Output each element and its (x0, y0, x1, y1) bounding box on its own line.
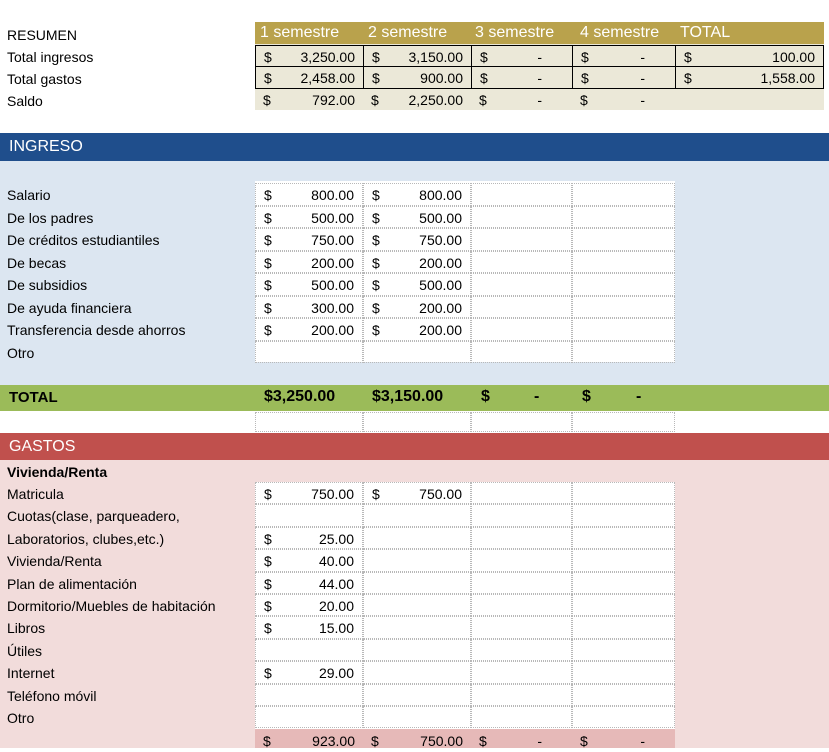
expense-row-cell[interactable] (363, 684, 471, 706)
value: - (537, 92, 542, 108)
income-total-currency-3: $ (481, 388, 490, 405)
currency: $ (264, 187, 272, 203)
currency: $ (263, 92, 271, 108)
header-semester-4: 4 semestre (580, 22, 659, 44)
expense-row (0, 616, 829, 638)
income-row-cell[interactable] (363, 183, 471, 206)
header-semester-2: 2 semestre (368, 22, 447, 44)
expense-row-cell[interactable] (363, 616, 471, 638)
currency: $ (480, 70, 488, 86)
summary-label: Total ingresos (7, 49, 94, 65)
currency: $ (479, 733, 487, 749)
currency: $ (372, 70, 380, 86)
summary-cell[interactable] (471, 89, 572, 111)
expense-row-cell[interactable] (471, 706, 572, 728)
summary-cell[interactable] (471, 67, 572, 89)
value: 750.00 (311, 232, 354, 248)
expense-row-cell[interactable] (255, 594, 363, 616)
summary-cell[interactable] (255, 89, 363, 111)
summary-cell[interactable] (572, 45, 675, 67)
income-row-cell[interactable] (363, 228, 471, 251)
value: - (640, 49, 645, 65)
currency: $ (684, 49, 692, 65)
expense-row-cell[interactable] (572, 706, 675, 728)
value: 792.00 (312, 92, 355, 108)
income-row-cell[interactable] (572, 318, 675, 341)
expenses-title: GASTOS (9, 438, 76, 455)
expense-row-cell[interactable] (572, 549, 675, 571)
expense-row-cell[interactable] (572, 482, 675, 504)
currency: $ (263, 733, 271, 749)
expense-row-cell[interactable] (255, 706, 363, 728)
income-total-row (0, 385, 829, 411)
income-row-cell[interactable] (363, 318, 471, 341)
expense-row-label: Laboratorios, clubes,etc.) (7, 530, 165, 547)
income-row-cell[interactable] (471, 318, 572, 341)
expense-row-cell[interactable] (255, 549, 363, 571)
currency: $ (264, 665, 272, 682)
expense-row (0, 572, 829, 594)
expense-row (0, 482, 829, 504)
expense-row-label: Plan de alimentación (7, 575, 137, 592)
currency: $ (264, 277, 272, 293)
income-row (0, 318, 829, 340)
value: 3,150.00 (408, 49, 463, 65)
income-total-label: TOTAL (9, 389, 58, 406)
currency: $ (264, 598, 272, 614)
currency: $ (264, 486, 272, 502)
income-total-s1: $3,250.00 (264, 388, 336, 405)
expense-row-cell[interactable] (471, 616, 572, 638)
income-total-currency-4: $ (582, 388, 591, 405)
income-row-label: De subsidios (7, 277, 88, 293)
expense-row-label: Libros (7, 620, 46, 637)
income-row-label: De becas (7, 254, 67, 271)
value: 20.00 (318, 598, 354, 614)
income-row-cell[interactable] (471, 251, 572, 274)
value: 900.00 (420, 70, 463, 86)
value: 750.00 (311, 486, 354, 502)
expense-row-cell[interactable] (572, 661, 675, 683)
value: 2,458.00 (300, 70, 355, 86)
expense-row-cell[interactable] (363, 572, 471, 594)
currency: $ (264, 620, 272, 637)
value: 800.00 (311, 187, 354, 203)
income-total-s4: - (636, 388, 642, 405)
currency: $ (264, 553, 272, 570)
currency: $ (264, 209, 272, 226)
value: 44.00 (318, 575, 354, 592)
income-row-cell[interactable] (363, 251, 471, 274)
currency: $ (479, 92, 487, 108)
header-total: TOTAL (680, 22, 730, 44)
summary-cell[interactable] (471, 45, 572, 67)
income-row-label: Salario (7, 187, 51, 203)
value: 25.00 (318, 530, 354, 547)
currency: $ (581, 49, 589, 65)
currency: $ (371, 733, 379, 749)
summary-row-balance (0, 89, 829, 111)
header-semester-3: 3 semestre (475, 22, 554, 44)
expense-row-cell[interactable] (572, 594, 675, 616)
currency: $ (372, 49, 380, 65)
currency: $ (372, 322, 380, 338)
expense-row (0, 706, 829, 728)
expense-row-cell[interactable] (363, 661, 471, 683)
value: - (640, 92, 645, 108)
income-row-cell[interactable] (471, 296, 572, 319)
value: 500.00 (419, 277, 462, 293)
income-row-cell[interactable] (471, 341, 572, 364)
value: 500.00 (311, 209, 354, 226)
income-row-cell[interactable] (363, 296, 471, 319)
value: 750.00 (419, 486, 462, 502)
value: - (537, 49, 542, 65)
currency: $ (580, 733, 588, 749)
currency: $ (580, 92, 588, 108)
expense-row-cell[interactable] (255, 639, 363, 661)
summary-cell[interactable] (363, 67, 471, 89)
subtotal-cell[interactable] (363, 730, 471, 752)
expense-row-cell[interactable] (255, 616, 363, 638)
currency: $ (264, 254, 272, 271)
value: 29.00 (318, 665, 354, 682)
income-row-cell[interactable] (572, 206, 675, 229)
income-row-cell[interactable] (572, 296, 675, 319)
expense-row-cell[interactable] (363, 706, 471, 728)
summary-row-income (0, 45, 829, 67)
expense-row-cell[interactable] (255, 572, 363, 594)
expense-row (0, 684, 829, 706)
income-row-label: De ayuda financiera (7, 299, 132, 316)
income-row-cell[interactable] (363, 206, 471, 229)
expense-row-cell[interactable] (363, 504, 471, 526)
expense-row-cell[interactable] (572, 616, 675, 638)
expense-row-cell[interactable] (471, 527, 572, 549)
income-row-cell[interactable] (255, 206, 363, 229)
value: 750.00 (420, 733, 463, 749)
income-row-cell[interactable] (363, 273, 471, 296)
spacer-cell[interactable] (572, 412, 675, 432)
summary-cell[interactable] (255, 67, 363, 89)
income-row-label: Otro (7, 344, 35, 361)
expense-row-cell[interactable] (471, 504, 572, 526)
value: 200.00 (419, 322, 462, 338)
income-header (0, 133, 829, 161)
currency: $ (264, 299, 272, 316)
spacer-cell[interactable] (255, 412, 363, 432)
summary-cell[interactable] (572, 67, 675, 89)
expense-row-cell[interactable] (471, 661, 572, 683)
value: 3,250.00 (300, 49, 355, 65)
value: 200.00 (419, 254, 462, 271)
value: - (537, 70, 542, 86)
income-row-cell[interactable] (471, 206, 572, 229)
summary-label: Total gastos (7, 71, 82, 87)
income-row-cell[interactable] (255, 318, 363, 341)
expense-row-cell[interactable] (255, 504, 363, 526)
income-row-cell[interactable] (572, 183, 675, 206)
expense-row-label: Útiles (7, 642, 43, 659)
expense-row (0, 661, 829, 683)
expense-row-cell[interactable] (255, 661, 363, 683)
income-row-cell[interactable] (255, 228, 363, 251)
currency: $ (372, 209, 380, 226)
income-title: INGRESO (9, 138, 83, 155)
expense-row-cell[interactable] (363, 527, 471, 549)
summary-cell[interactable] (363, 45, 471, 67)
income-row (0, 251, 829, 273)
value: 500.00 (311, 277, 354, 293)
expense-row-label: Otro (7, 710, 35, 726)
expense-row (0, 549, 829, 571)
expense-row-label: Dormitorio/Muebles de habitación (7, 598, 216, 614)
header-semester-1: 1 semestre (260, 22, 339, 44)
expense-row-cell[interactable] (572, 504, 675, 526)
expense-row-cell[interactable] (471, 549, 572, 571)
subtotal-cell[interactable] (572, 730, 675, 752)
income-row (0, 296, 829, 318)
summary-cell[interactable] (675, 67, 824, 89)
currency: $ (372, 187, 380, 203)
income-row-cell[interactable] (363, 341, 471, 364)
income-row-cell[interactable] (255, 183, 363, 206)
value: 300.00 (311, 299, 354, 316)
income-row-label: De créditos estudiantiles (7, 232, 160, 248)
expense-row-label: Internet (7, 665, 55, 682)
value: 800.00 (419, 187, 462, 203)
currency: $ (372, 254, 380, 271)
income-total-s3: - (534, 388, 540, 405)
income-row-label: Transferencia desde ahorros (7, 322, 186, 338)
expense-row-cell[interactable] (572, 572, 675, 594)
expense-row-cell[interactable] (471, 684, 572, 706)
currency: $ (371, 92, 379, 108)
subtotal-cell[interactable] (471, 730, 572, 752)
income-row-label: De los padres (7, 209, 94, 226)
value: 100.00 (772, 49, 815, 65)
income-row-cell[interactable] (255, 296, 363, 319)
expense-row-label: Teléfono móvil (7, 687, 97, 704)
currency: $ (372, 486, 380, 502)
expense-row-cell[interactable] (363, 639, 471, 661)
currency: $ (581, 70, 589, 86)
expense-row-label: Vivienda/Renta (7, 553, 102, 570)
income-row (0, 228, 829, 250)
subtotal-cell[interactable] (255, 730, 363, 752)
expense-row-cell[interactable] (363, 482, 471, 504)
currency: $ (264, 49, 272, 65)
currency: $ (264, 70, 272, 86)
income-total-s2: $3,150.00 (372, 388, 444, 405)
value: 923.00 (312, 733, 355, 749)
income-row-cell[interactable] (255, 273, 363, 296)
currency: $ (264, 232, 272, 248)
income-row-cell[interactable] (255, 341, 363, 364)
income-row (0, 183, 829, 205)
expense-row-cell[interactable] (471, 639, 572, 661)
value: 200.00 (311, 322, 354, 338)
expense-row-cell[interactable] (471, 572, 572, 594)
spacer-cell[interactable] (363, 412, 471, 432)
expense-row (0, 504, 829, 526)
currency: $ (480, 49, 488, 65)
value: - (537, 733, 542, 749)
expense-row-cell[interactable] (471, 482, 572, 504)
value: - (640, 70, 645, 86)
income-row-cell[interactable] (572, 273, 675, 296)
value: 750.00 (419, 232, 462, 248)
summary-title: RESUMEN (7, 27, 78, 43)
expense-row-cell[interactable] (572, 639, 675, 661)
income-row-cell[interactable] (572, 341, 675, 364)
summary-cell[interactable] (675, 45, 824, 67)
value: 200.00 (311, 254, 354, 271)
currency: $ (264, 322, 272, 338)
currency: $ (372, 299, 380, 316)
value: 1,558.00 (760, 70, 815, 86)
currency: $ (372, 232, 380, 248)
summary-label: Saldo (7, 93, 43, 109)
expenses-header (0, 433, 829, 460)
income-row-cell[interactable] (471, 273, 572, 296)
summary-row-expenses (0, 67, 829, 89)
expense-row-cell[interactable] (255, 482, 363, 504)
value: 200.00 (419, 299, 462, 316)
income-row (0, 273, 829, 295)
income-row-cell[interactable] (255, 251, 363, 274)
expense-row (0, 527, 829, 549)
income-row (0, 206, 829, 228)
currency: $ (264, 575, 272, 592)
expenses-category: Vivienda/Renta (7, 464, 108, 480)
spacer-cell[interactable] (471, 412, 572, 432)
value: 15.00 (318, 620, 354, 637)
expense-row-cell[interactable] (572, 527, 675, 549)
expense-row-label: Cuotas(clase, parqueadero, (7, 508, 180, 525)
currency: $ (372, 277, 380, 293)
expense-row-cell[interactable] (363, 594, 471, 616)
income-row-cell[interactable] (572, 251, 675, 274)
expense-row-cell[interactable] (255, 684, 363, 706)
income-row (0, 341, 829, 363)
summary-cell[interactable] (572, 89, 675, 111)
value: - (640, 733, 645, 749)
expense-row (0, 639, 829, 661)
expenses-subtotal-row (0, 730, 829, 752)
summary-cell[interactable] (363, 89, 471, 111)
expense-row-cell[interactable] (255, 527, 363, 549)
income-row-cell[interactable] (471, 228, 572, 251)
expense-row (0, 594, 829, 616)
currency: $ (684, 70, 692, 86)
income-row-cell[interactable] (572, 228, 675, 251)
value: 40.00 (318, 553, 354, 570)
value: 500.00 (419, 209, 462, 226)
income-row-cell[interactable] (471, 183, 572, 206)
expense-row-cell[interactable] (572, 684, 675, 706)
value: 2,250.00 (408, 92, 463, 108)
expense-row-label: Matricula (7, 486, 64, 502)
summary-cell[interactable] (255, 45, 363, 67)
currency: $ (264, 530, 272, 547)
expense-row-cell[interactable] (363, 549, 471, 571)
expense-row-cell[interactable] (471, 594, 572, 616)
